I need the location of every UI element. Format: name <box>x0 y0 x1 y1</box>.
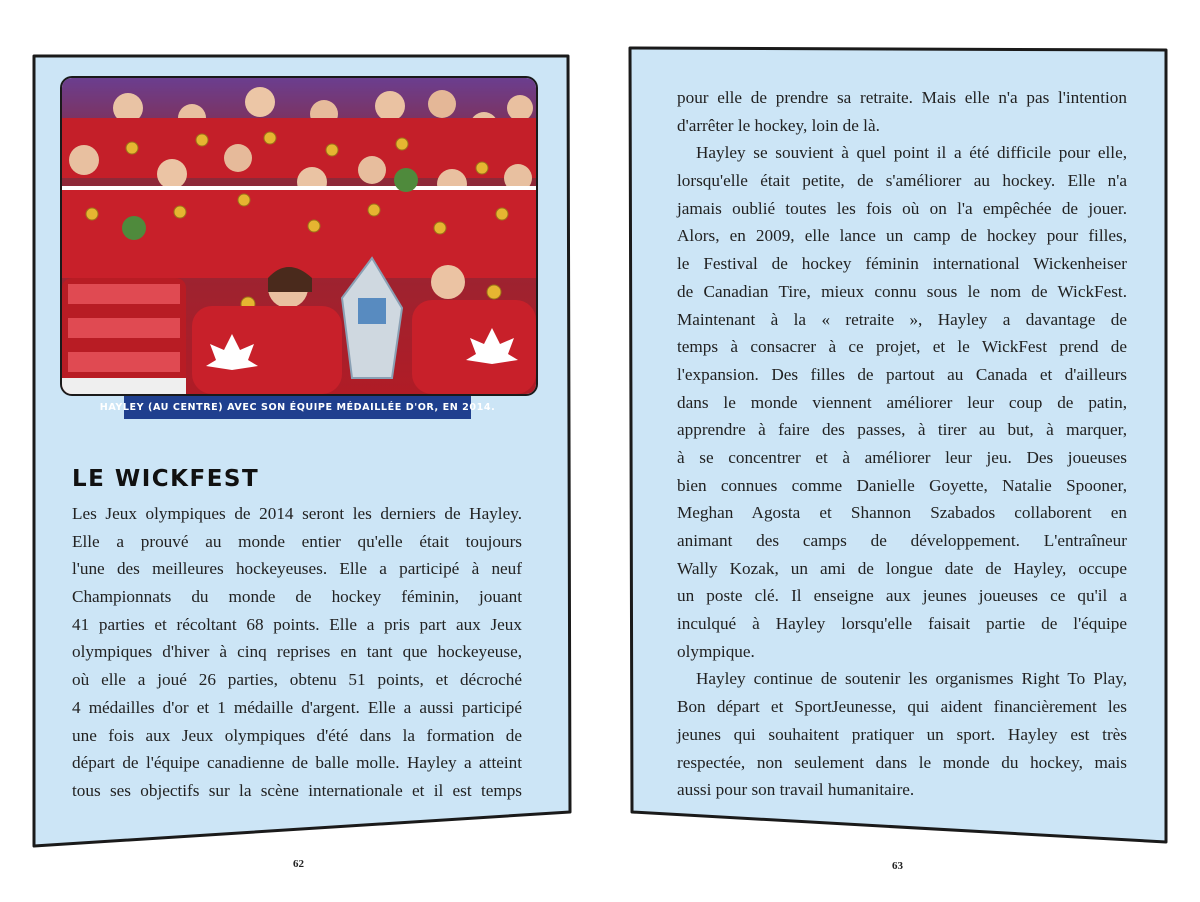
body-line: une fois aux Jeux olympiques d'été dans la formation de <box>72 725 522 745</box>
body-line: de Canadian Tire, mieux connu sous le nom de WickFest. <box>677 281 1127 301</box>
body-line: d'arrêter le hockey, loin de là. <box>677 115 880 135</box>
body-line: lorsqu'elle était petite, de s'améliorer au hockey. Elle n'a <box>677 171 1127 191</box>
right-page-body <box>677 84 1127 804</box>
body-line: le Festival de hockey féminin international Wickenheiser <box>677 254 1127 274</box>
body-line: pour elle de prendre sa retraite. Mais elle n'a pas l'intention <box>677 88 1127 107</box>
body-line: Les Jeux olympiques de 2014 seront les derniers de Hayley. <box>72 504 522 523</box>
body-line: Maintenant à la « retraite », Hayley a davantage de <box>677 309 1127 329</box>
body-line: Meghan Agosta et Shannon Szabados collaborent en <box>677 503 1127 523</box>
body-line: Hayley continue de soutenir les organismes Right To Play, <box>696 669 1127 689</box>
body-line: olympiques d'hiver à cinq reprises en tant que hockeyeuse, <box>72 642 522 662</box>
body-line: temps à consacrer à ce projet, et le WickFest prend de <box>677 337 1127 357</box>
body-line: dans le monde viennent améliorer leur coup de patin, <box>677 392 1127 412</box>
team-photo-with-gold-medals-icon <box>62 78 536 394</box>
body-line: Elle a prouvé au monde entier qu'elle était toujours <box>72 531 522 551</box>
body-line: olympique. <box>677 641 755 661</box>
page-number-right: 63 <box>892 860 903 872</box>
body-line: l'une des meilleures hockeyeuses. Elle a participé à neuf <box>72 559 522 579</box>
body-line: tous ses objectifs sur la scène internationale et il est temps <box>72 780 522 800</box>
body-line: à se concentrer et à améliorer leur jeu. Des joueuses <box>677 447 1127 467</box>
body-line: Championnats du monde de hockey féminin, jouant <box>72 587 522 607</box>
body-line: 41 parties et récoltant 68 points. Elle a pris part aux Jeux <box>72 614 522 634</box>
body-line: apprendre à faire des passes, à tirer au but, à marquer, <box>677 420 1127 440</box>
team-photo <box>60 76 538 396</box>
body-line: départ de l'équipe canadienne de balle molle. Hayley a atteint <box>72 753 522 773</box>
section-heading: LE WICKFEST <box>72 466 260 492</box>
body-line: Hayley se souvient à quel point il a été difficile pour elle, <box>696 143 1127 163</box>
body-line: aussi pour son travail humanitaire. <box>677 780 915 800</box>
body-line: l'expansion. Des filles de partout au Canada et d'ailleurs <box>677 364 1127 384</box>
photo-caption: HAYLEY (AU CENTRE) AVEC SON ÉQUIPE MÉDAILLÉE D'OR, EN 2014. <box>124 396 471 419</box>
body-line: bien connues comme Danielle Goyette, Natalie Spooner, <box>677 475 1127 495</box>
body-line: jeunes qui souhaitent pratiquer un sport. Hayley est très <box>677 724 1127 744</box>
left-page-body <box>72 500 522 805</box>
goalie-pad <box>62 278 186 394</box>
body-line: Alors, en 2009, elle lance un camp de hockey pour filles, <box>677 226 1127 246</box>
body-line: un poste clé. Il enseigne aux jeunes joueuses ce qu'il a <box>677 586 1127 606</box>
body-line: Bon départ et SportJeunesse, qui aident financièrement les <box>677 697 1127 717</box>
body-line: inculqué à Hayley lorsqu'elle faisait partie de l'équipe <box>677 614 1127 634</box>
body-line: Wally Kozak, un ami de longue date de Hayley, occupe <box>677 558 1127 578</box>
body-line: 4 médailles d'or et 1 médaille d'argent. Elle a aussi participé <box>72 697 522 717</box>
body-line: où elle a joué 26 parties, obtenu 51 points, et décroché <box>72 670 522 690</box>
page-number-left: 62 <box>293 858 304 870</box>
body-line: animant des camps de développement. L'entraîneur <box>677 531 1127 550</box>
body-line: jamais oublié toutes les fois où on l'a empêchée de jouer. <box>677 198 1127 218</box>
body-line: respectée, non seulement dans le monde du hockey, mais <box>677 752 1127 772</box>
